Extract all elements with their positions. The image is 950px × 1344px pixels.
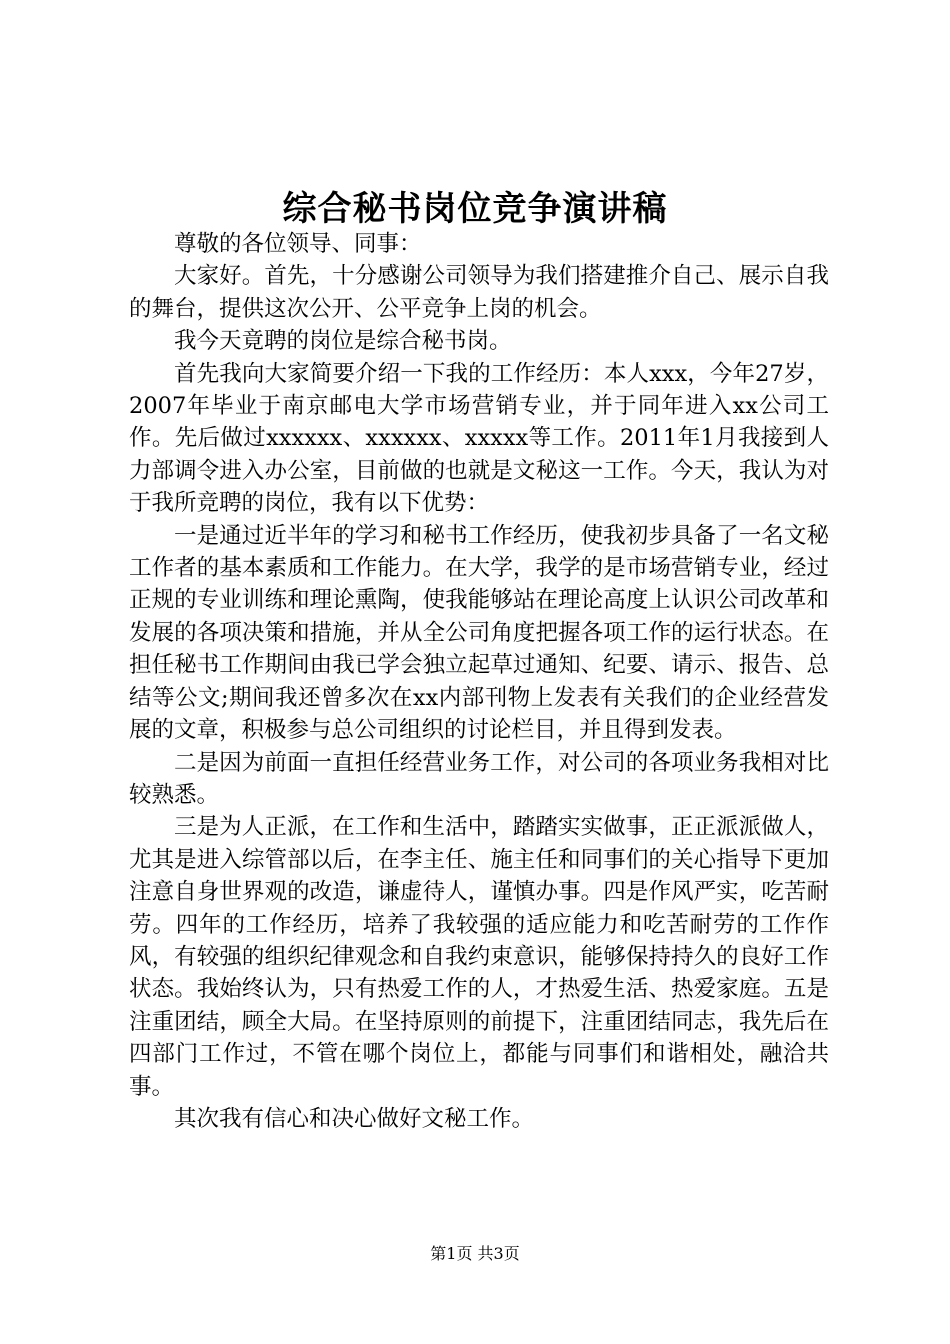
paragraph-work-experience: 首先我向大家简要介绍一下我的工作经历：本人xxx，今年27岁，2007年毕业于南京邮电大学市场营销专业，并于同年进入xx公司工作。先后做过xxxxxx、xxxxxx、xxxxx等工作。2011年1月我接到人力部调令进入办公室，目前做的也就是文秘这一工作。今天，我认为对于我所竞聘的岗位，我有以下优势： — [129, 360, 829, 517]
document-title: 综合秘书岗位竞争演讲稿 — [282, 189, 668, 229]
document-body — [129, 228, 829, 1135]
paragraph-advantage-three: 三是为人正派，在工作和生活中，踏踏实实做事，正正派派做人，尤其是进入综管部以后，在李主任、施主任和同事们的关心指导下更加注意自身世界观的改造，谦虚待人，谨慎办事。四是作风严实，吃苦耐劳。四年的工作经历，培养了我较强的适应能力和吃苦耐劳的工作作风，有较强的组织纪律观念和自我约束意识，能够保持持久的良好工作状态。我始终认为，只有热爱工作的人，才热爱生活、热爱家庭。五是注重团结，顾全大局。在坚持原则的前提下，注重团结同志，我先后在四部门工作过，不管在哪个岗位上，都能与同事们和谐相处，融洽共事。 — [129, 814, 829, 1100]
paragraph-advantage-two: 二是因为前面一直担任经营业务工作，对公司的各项业务我相对比较熟悉。 — [129, 749, 829, 808]
paragraph-advantage-one: 一是通过近半年的学习和秘书工作经历，使我初步具备了一名文秘工作者的基本素质和工作能力。在大学，我学的是市场营销专业，经过正规的专业训练和理论熏陶，使我能够站在理论高度上认识公司改革和发展的各项决策和措施，并从全公司角度把握各项工作的运行状态。在担任秘书工作期间由我已学会独立起草过通知、纪要、请示、报告、总结等公文;期间我还曾多次在xx内部刊物上发表有关我们的企业经营发展的文章，积极参与总公司组织的讨论栏目，并且得到发表。 — [129, 522, 829, 744]
paragraph-confidence: 其次我有信心和决心做好文秘工作。 — [174, 1105, 535, 1132]
paragraph-greeting: 大家好。首先，十分感谢公司领导为我们搭建推介自己、展示自我的舞台，提供这次公开、公平竞争上岗的机会。 — [129, 263, 829, 322]
paragraph-position: 我今天竟聘的岗位是综合秘书岗。 — [174, 328, 512, 355]
paragraph-salutation: 尊敬的各位领导、同事： — [174, 231, 422, 257]
page-number-footer: 第1页 共3页 — [430, 1244, 520, 1263]
